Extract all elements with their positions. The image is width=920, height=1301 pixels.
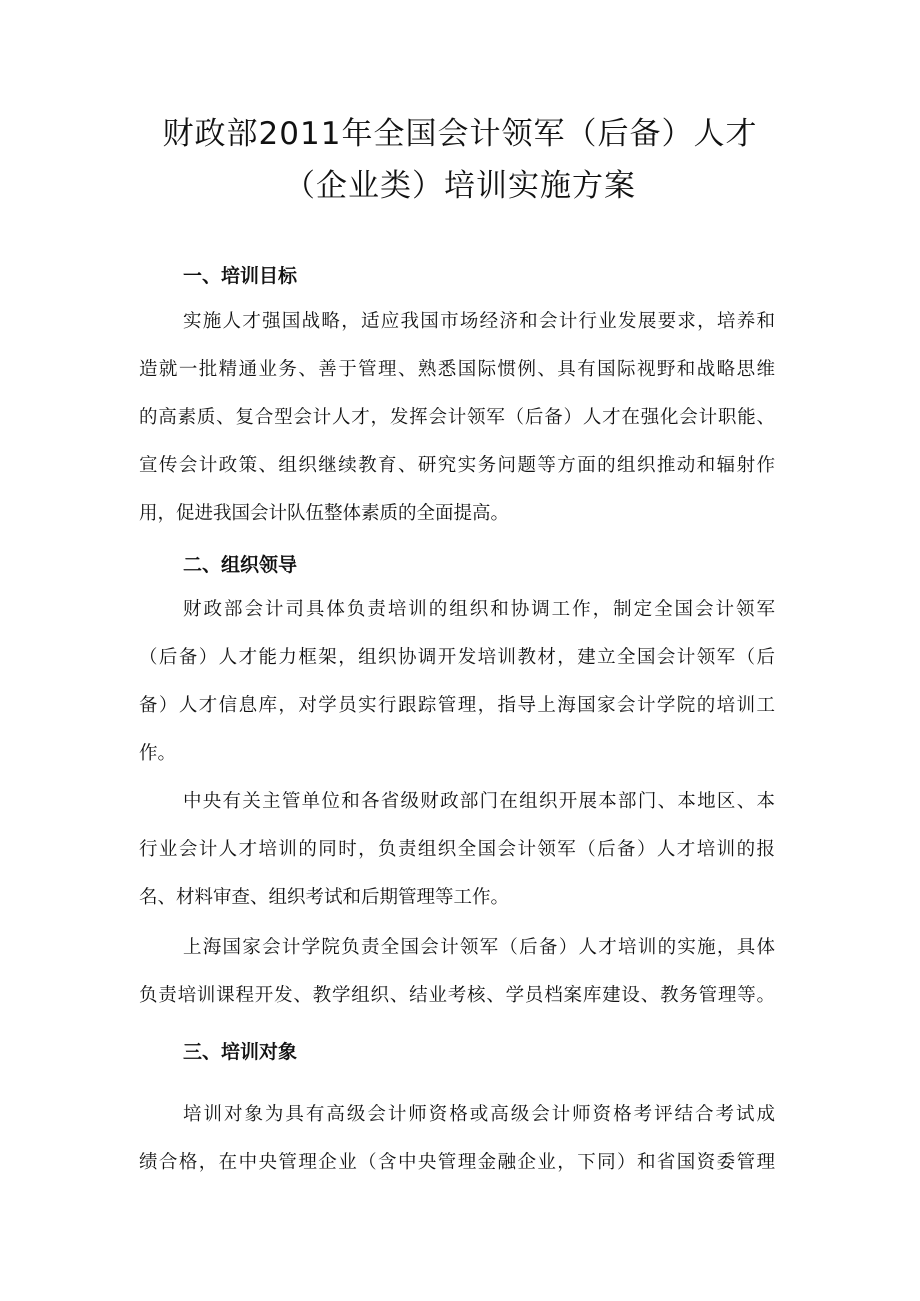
paragraph-line: 行业会计人才培训的同时，负责组织全国会计领军（后备）人才培训的报 xyxy=(139,839,775,860)
paragraph-line: 名、材料审查、组织考试和后期管理等工作。 xyxy=(139,887,510,908)
paragraph-line: （后备）人才能力框架，组织协调开发培训教材，建立全国会计领军（后 xyxy=(139,647,775,668)
paragraph-line: 造就一批精通业务、善于管理、熟悉国际惯例、具有国际视野和战略思维 xyxy=(139,359,775,380)
paragraph-line: 作。 xyxy=(139,743,177,764)
paragraph-line: 上海国家会计学院负责全国会计领军（后备）人才培训的实施，具体 xyxy=(183,937,775,958)
paragraph-line: 宣传会计政策、组织继续教育、研究实务问题等方面的组织推动和辐射作 xyxy=(139,455,775,476)
paragraph-line: 的高素质、复合型会计人才，发挥会计领军（后备）人才在强化会计职能、 xyxy=(139,407,775,428)
paragraph-line: 实施人才强国战略，适应我国市场经济和会计行业发展要求，培养和 xyxy=(183,311,775,332)
section-heading-training-targets: 三、培训对象 xyxy=(183,1041,298,1063)
paragraph-line: 负责培训课程开发、教学组织、结业考核、学员档案库建设、教务管理等。 xyxy=(139,985,775,1006)
document-title-line-2: （企业类）培训实施方案 xyxy=(284,168,636,204)
paragraph-line: 中央有关主管单位和各省级财政部门在组织开展本部门、本地区、本 xyxy=(183,791,775,812)
section-heading-organization: 二、组织领导 xyxy=(183,554,298,576)
document-title-line-1: 财政部2011年全国会计领军（后备）人才 xyxy=(162,116,758,152)
paragraph-line: 绩合格，在中央管理企业（含中央管理金融企业，下同）和省国资委管理 xyxy=(139,1152,775,1173)
paragraph-line: 备）人才信息库，对学员实行跟踪管理，指导上海国家会计学院的培训工 xyxy=(139,695,775,716)
paragraph-line: 培训对象为具有高级会计师资格或高级会计师资格考评结合考试成 xyxy=(183,1104,775,1125)
section-heading-training-goals: 一、培训目标 xyxy=(183,265,298,287)
paragraph-line: 用，促进我国会计队伍整体素质的全面提高。 xyxy=(139,503,510,524)
paragraph-line: 财政部会计司具体负责培训的组织和协调工作，制定全国会计领军 xyxy=(183,599,775,620)
